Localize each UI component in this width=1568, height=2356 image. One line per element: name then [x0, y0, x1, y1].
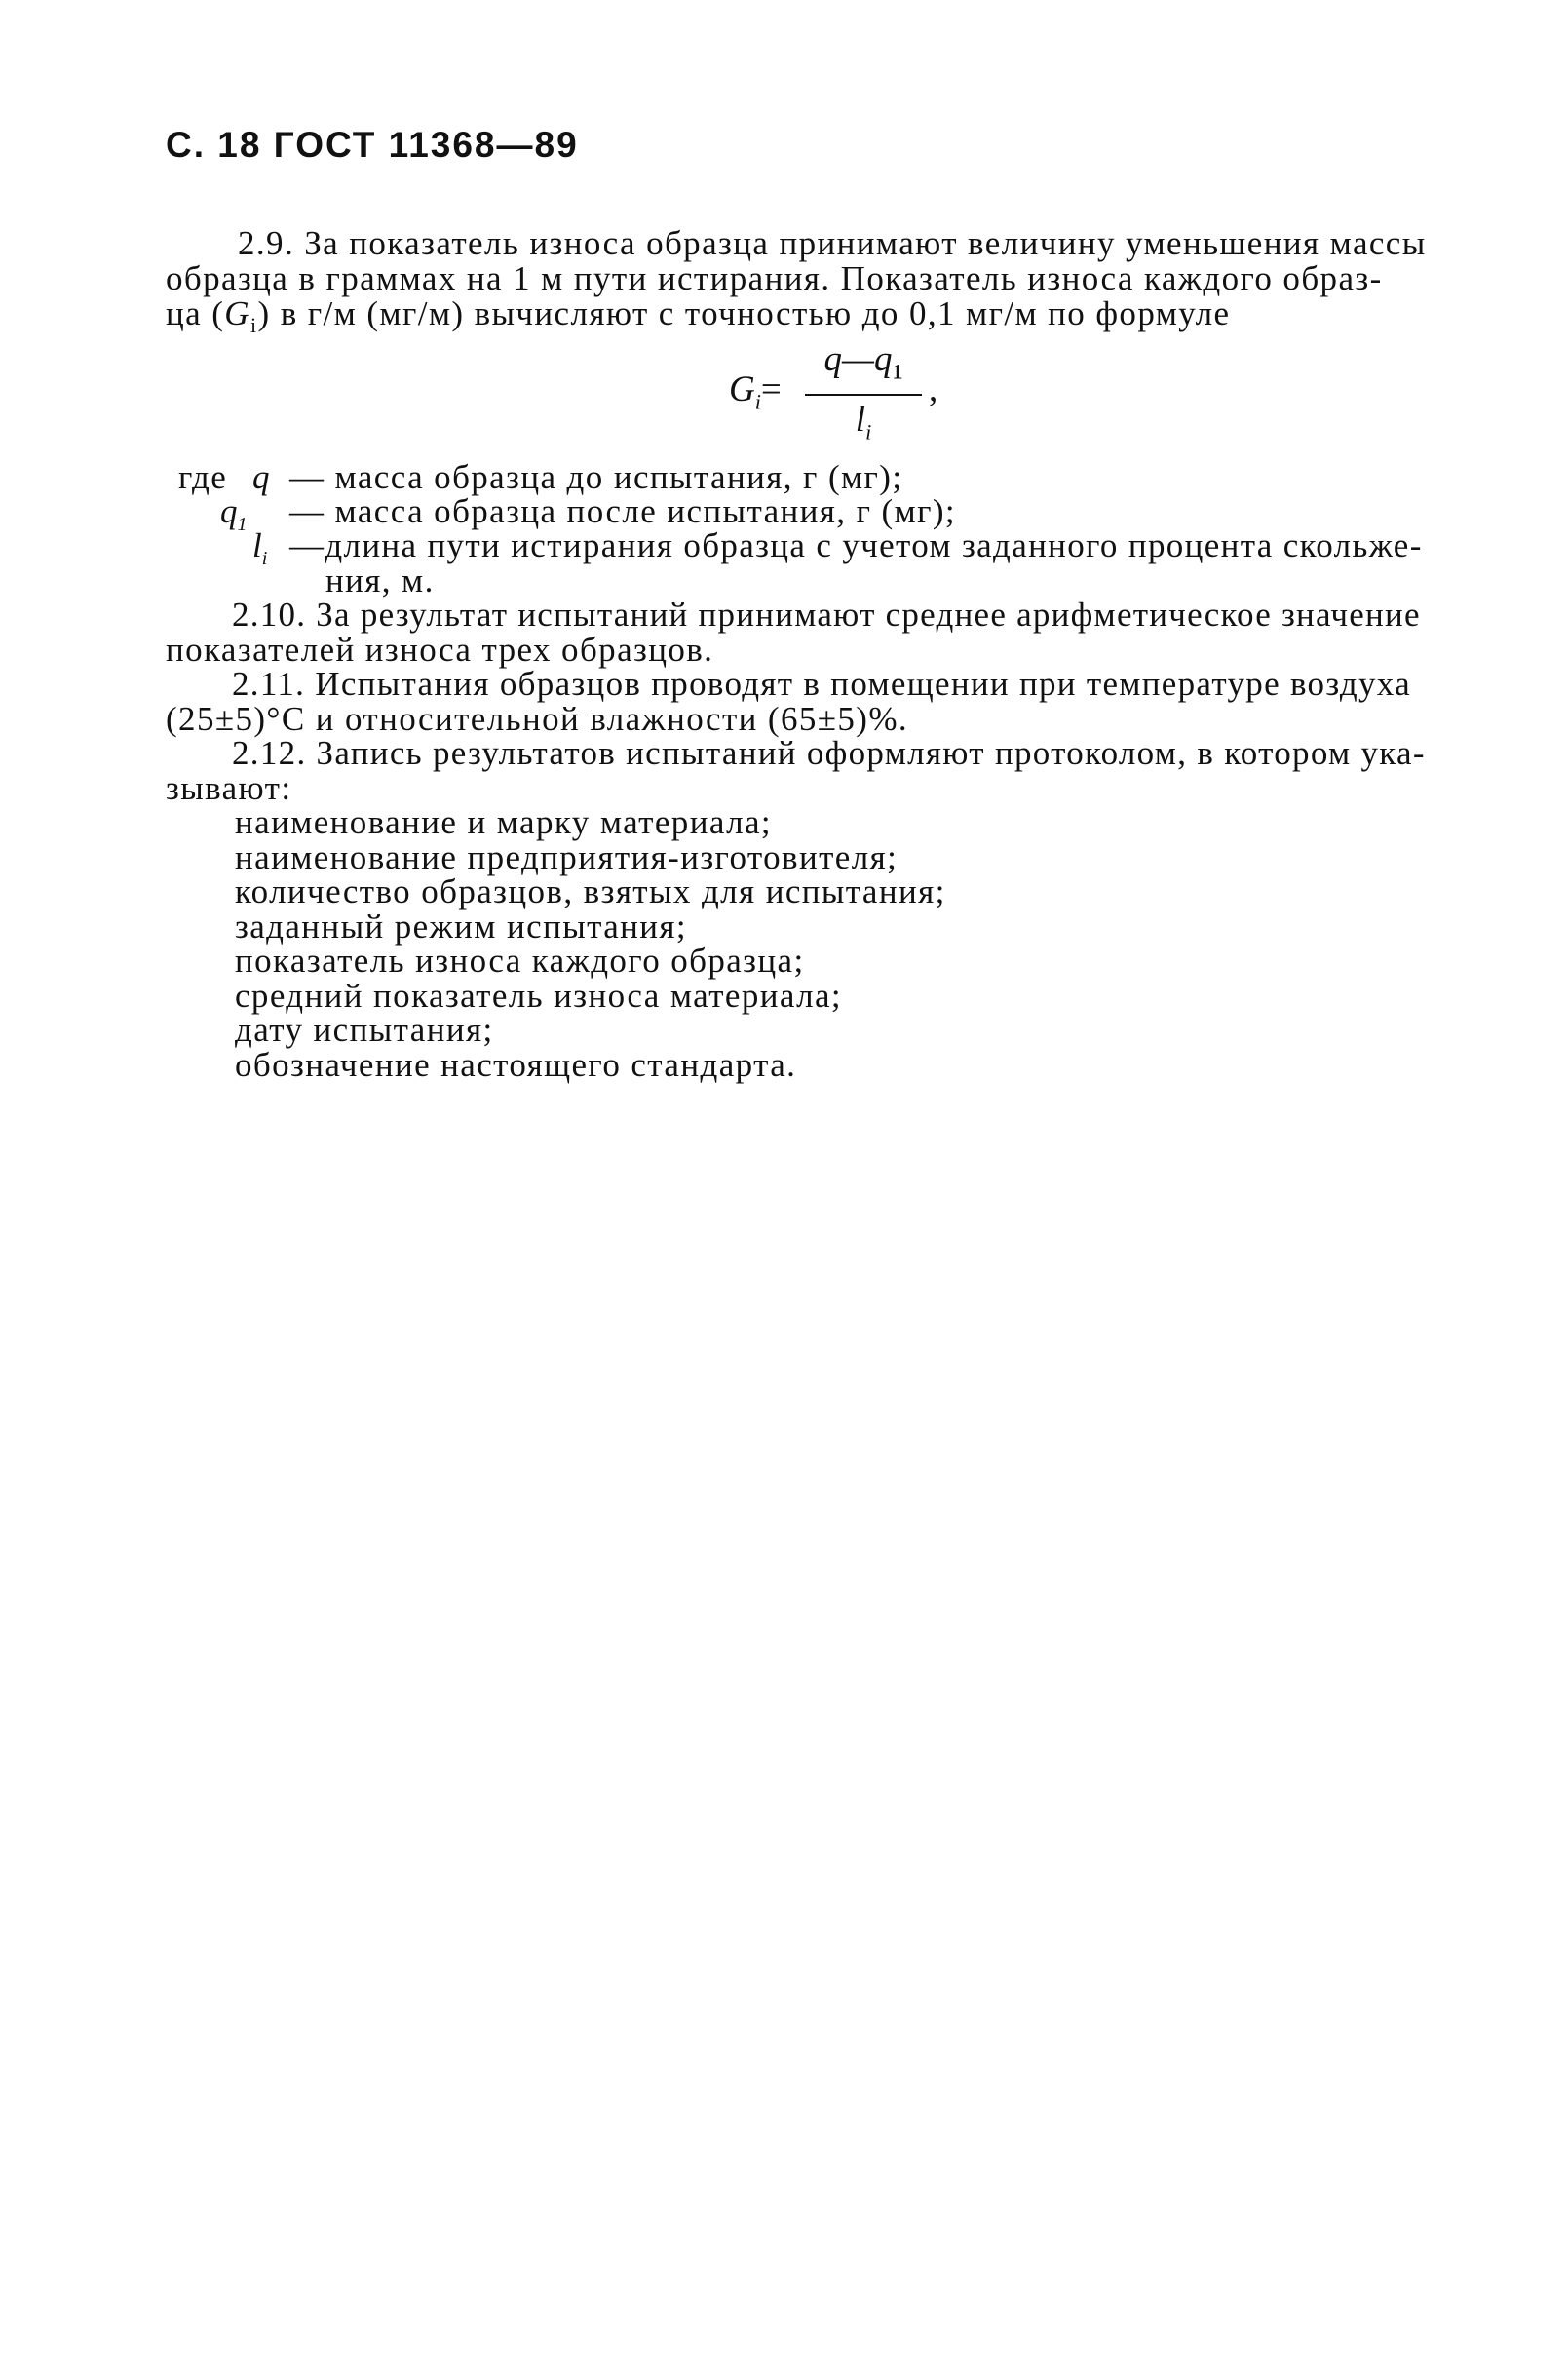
where-item-1: — масса образца до испытания, г (мг); — [289, 458, 903, 496]
fraction-bar — [805, 394, 922, 396]
formula-numerator-text: q—q — [823, 339, 893, 379]
formula-equals: = — [760, 369, 782, 409]
p29-var-g: G — [224, 294, 250, 332]
p212-line2: зывают: — [166, 769, 292, 807]
p211-line2: (25±5)°С и относительной влажности (65±5)%. — [166, 700, 909, 738]
p29-line3-start: ца ( — [166, 294, 225, 332]
where-continuation: ния, м. — [325, 561, 435, 599]
where-var-q: q — [252, 458, 270, 496]
list-item: наименование предприятия-изготовителя; — [235, 838, 899, 876]
formula-denominator — [805, 400, 922, 452]
list-item: дату испытания; — [235, 1011, 494, 1049]
where-var-li-sub: i — [261, 548, 268, 569]
p210-line1: 2.10. За результат испытаний принимают среднее арифметическое значение — [232, 596, 1421, 634]
where-var-q1 — [220, 492, 248, 544]
page-header: С. 18 ГОСТ 11368—89 — [166, 125, 579, 165]
where-item-2: — масса образца после испытания, г (мг); — [289, 492, 957, 530]
p29-line1: 2.9. За показатель износа образца принимают величину уменьшения массы — [238, 224, 1427, 262]
p212-line1: 2.12. Запись результатов испытаний оформляют протоколом, в котором ука- — [232, 734, 1426, 772]
formula-denominator-sub: i — [865, 419, 872, 444]
list-item: обозначение настоящего стандарта. — [235, 1046, 797, 1084]
p211-line1: 2.11. Испытания образцов проводят в помещении при температуре воздуха — [232, 665, 1411, 703]
formula-fraction — [805, 339, 922, 453]
list-item: средний показатель износа материала; — [235, 977, 843, 1015]
formula-denominator-text: l — [855, 400, 866, 441]
list-item: показатель износа каждого образца; — [235, 942, 805, 980]
formula-numerator — [805, 339, 922, 392]
formula-comma: , — [929, 369, 938, 409]
where-var-li-letter: l — [252, 526, 262, 564]
where-var-li — [252, 526, 267, 578]
p29-line3 — [166, 294, 1230, 345]
p210-line2: показателей износа трех образцов. — [166, 631, 714, 669]
list-item: заданный режим испытания; — [235, 908, 688, 946]
p29-line3-end: ) в г/м (мг/м) вычисляют с точностью до 0,1 мг/м по формуле — [257, 294, 1231, 332]
formula-lhs-sub: i — [754, 389, 761, 414]
p29-line2: образца в граммах на 1 м пути истирания. Показатель износа каждого образ- — [166, 259, 1383, 297]
where-var-q1-letter: q — [220, 492, 238, 530]
where-item-3: —длина пути истирания образца с учетом заданного процента скольже- — [289, 526, 1423, 564]
p29-var-g-sub: i — [249, 313, 258, 337]
wear-formula — [729, 339, 963, 446]
where-var-q1-sub: 1 — [237, 514, 248, 535]
list-item: количество образцов, взятых для испытания; — [235, 872, 946, 910]
formula-numerator-sub: 1 — [892, 359, 903, 384]
where-intro: где — [178, 458, 228, 496]
list-item: наименование и марку материала; — [235, 803, 773, 841]
formula-lhs — [729, 368, 782, 414]
formula-lhs-var: G — [729, 369, 755, 409]
